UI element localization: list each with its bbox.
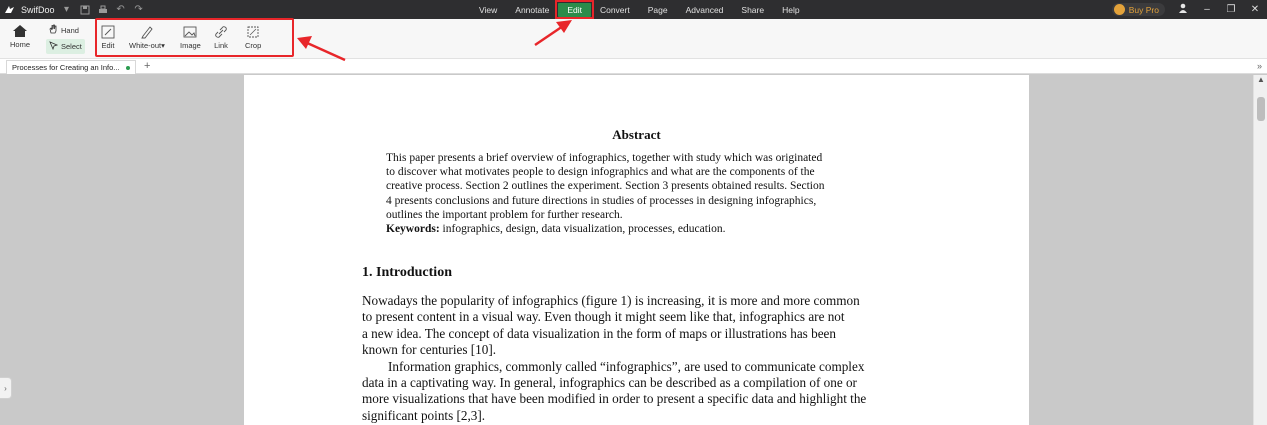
vertical-scrollbar[interactable] [1253,75,1267,425]
intro-line: known for centuries [10]. [362,342,497,358]
buy-pro-button[interactable] [1112,3,1165,16]
scroll-thumb[interactable] [1257,97,1265,121]
edit-tools-highlight-box [95,18,294,57]
abstract-line: creative process. Section 2 outlines the experiment. Section 3 presents obtained results. Section [386,180,825,193]
account-icon[interactable] [1177,3,1189,16]
white-out-label: White-out [129,41,162,50]
edit-label: Edit [101,41,115,50]
link-label: Link [214,41,228,50]
home-button[interactable] [10,24,30,49]
maximize-icon[interactable]: ❐ [1226,4,1236,15]
document-tab[interactable] [6,60,136,74]
pdf-page[interactable] [244,75,1029,425]
intro-line: to present content in a visual way. Even though it might seem like that, infographics are not [362,309,845,325]
keywords-label: Keywords: [386,223,440,236]
save-icon[interactable] [79,4,91,16]
buy-pro-label: Buy Pro [1128,4,1159,15]
add-tab-button[interactable]: + [144,60,151,72]
app-logo-icon [4,4,15,15]
intro-line: a new idea. The concept of data visualization in the form of maps or illustrations has been [362,325,836,341]
hand-tool-button[interactable] [48,24,79,36]
document-tab-title: Processes for Creating an Info... [12,63,120,72]
chevron-right-icon: › [4,383,7,393]
redo-icon[interactable]: ↷ [134,4,143,15]
menu-annotate[interactable]: Annotate [515,4,550,15]
menu-convert[interactable]: Convert [599,4,630,15]
sidebar-expand-button[interactable] [0,377,12,399]
close-icon[interactable]: ✕ [1250,4,1260,15]
abstract-line: outlines the important problem for further research. [386,208,623,221]
intro-line: data in a captivating way. In general, infographics can be described as a compilation of one or [362,375,857,391]
title-bar [0,0,1267,19]
menu-share[interactable]: Share [741,4,765,15]
unsaved-dot-icon [126,66,130,70]
home-label: Home [10,40,31,49]
app-menu-dropdown-icon[interactable]: ▾ [64,4,70,15]
abstract-body [386,151,891,236]
introduction-body [362,293,910,424]
keywords-text: infographics, design, data visualization, processes, education. [439,223,726,236]
crop-label: Crop [245,41,262,50]
crown-icon [1114,4,1125,15]
select-label: Select [61,42,82,51]
menu-page[interactable]: Page [647,4,668,15]
collapse-ribbon-icon[interactable]: » [1256,61,1262,71]
chevron-down-icon: ▾ [161,41,165,50]
menu-view[interactable]: View [479,4,498,15]
minimize-icon[interactable]: – [1204,4,1210,15]
document-tab-bar [0,59,1267,74]
cursor-icon [49,41,58,52]
main-menu [470,0,809,19]
menu-help[interactable]: Help [782,4,800,15]
intro-line: more visualizations that have been modified in order to present a specific data and highlight the [362,391,867,407]
print-icon[interactable] [97,4,109,16]
abstract-line: to discover what motivates people to design infographics and what are the components of the [386,166,815,179]
section-heading: 1. Introduction [362,265,452,280]
scroll-up-icon[interactable]: ▲ [1257,75,1265,84]
hand-icon [48,24,58,36]
menu-advanced[interactable]: Advanced [685,4,724,15]
intro-line: Nowadays the popularity of infographics (figure 1) is increasing, it is more and more common [362,293,860,308]
select-tool-button[interactable] [46,39,85,54]
abstract-title: Abstract [612,127,661,142]
home-icon [12,24,28,38]
image-label: Image [180,41,201,50]
abstract-line: This paper presents a brief overview of infographics, together with study which was originated [386,152,823,164]
menu-edit[interactable]: Edit [558,3,591,17]
abstract-line: 4 presents conclusions and future directions in studies of processes in designing infographics, [386,194,817,207]
intro-line: significant points [2,3]. [362,407,486,423]
undo-icon[interactable]: ↶ [116,4,125,15]
keywords-line [386,222,891,236]
hand-label: Hand [61,25,79,35]
app-name[interactable]: SwifDoo [21,4,55,15]
intro-line: Information graphics, commonly called “infographics”, are used to communicate complex [388,358,865,374]
